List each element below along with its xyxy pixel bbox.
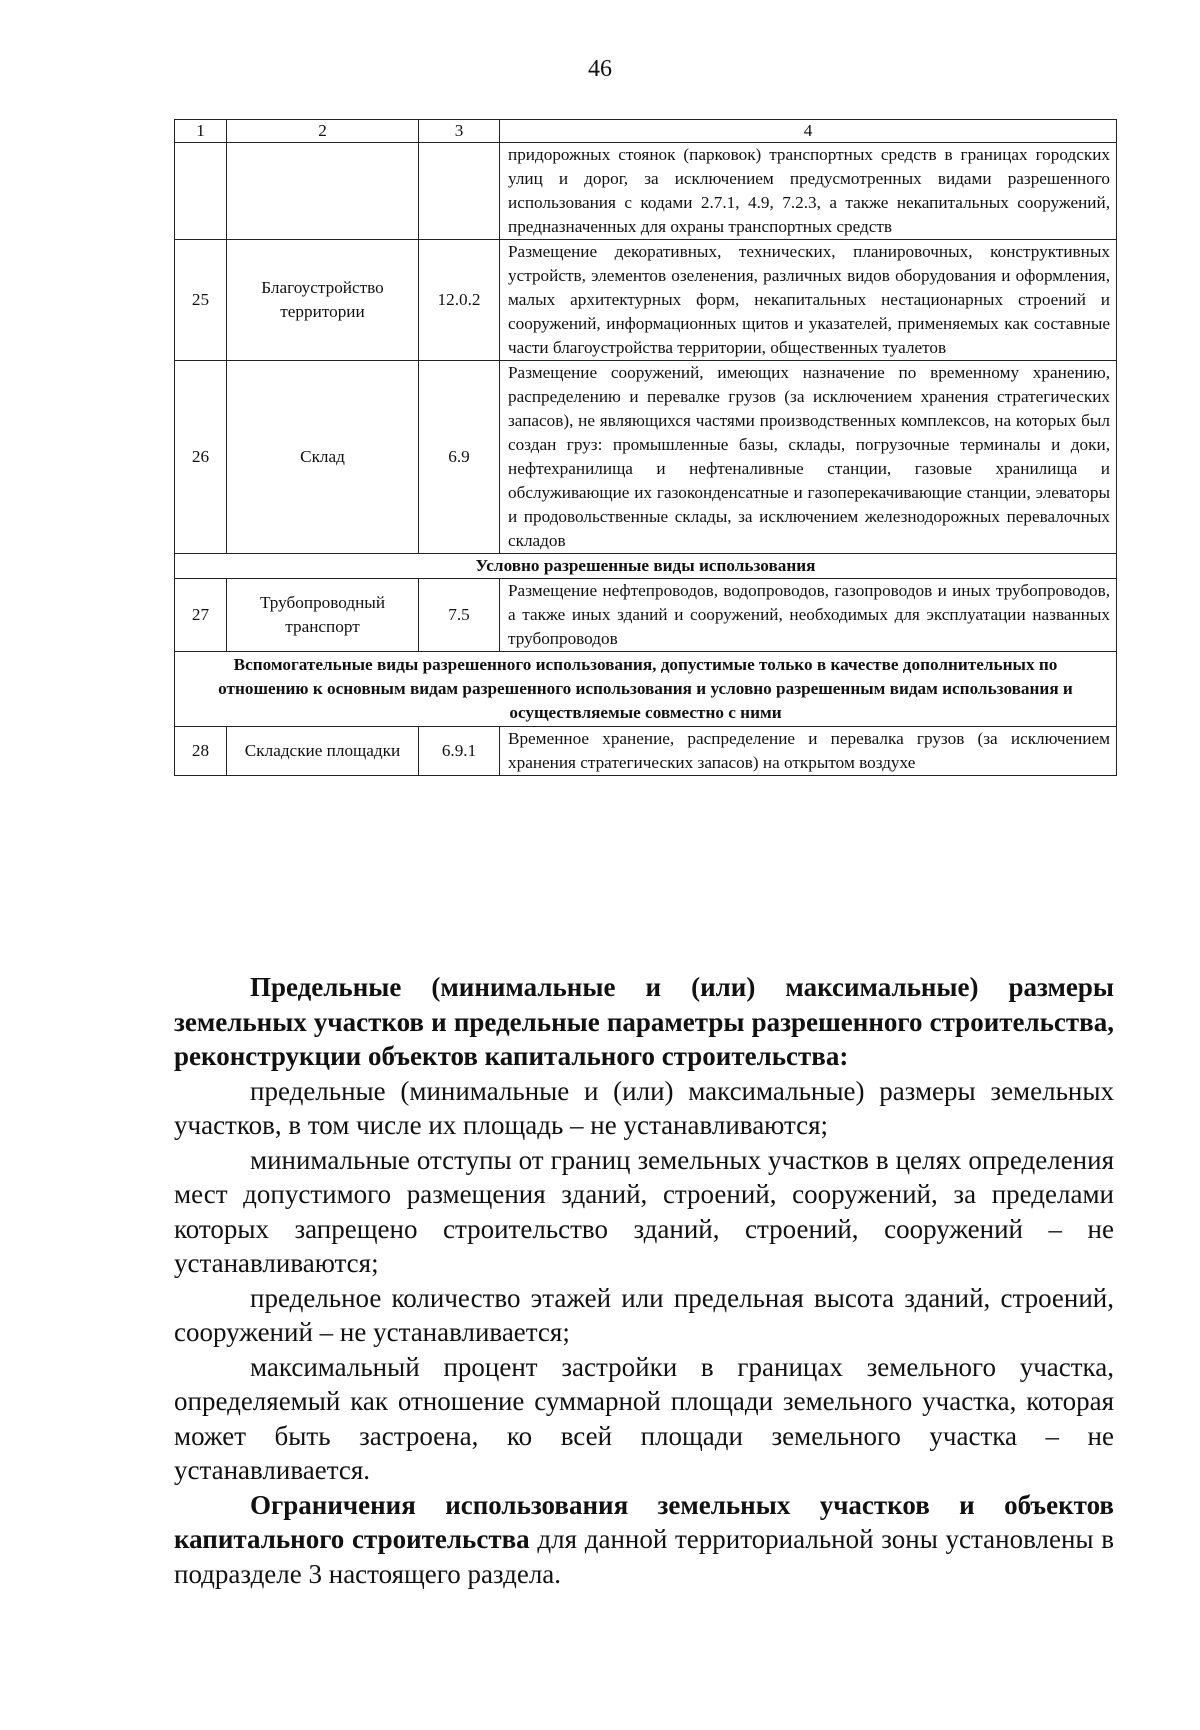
use-type-code: 7.5	[419, 579, 500, 652]
row-number: 25	[175, 240, 227, 361]
restrictions-text: для данной территориальной зоны установлены в подразделе 3 настоящего раздела.	[174, 1524, 1114, 1589]
table-row	[175, 579, 1117, 652]
row-number	[175, 143, 227, 240]
use-type-name: Благоустройство территории	[227, 240, 419, 361]
row-number: 26	[175, 361, 227, 554]
table-row	[175, 361, 1117, 554]
use-type-code: 6.9	[419, 361, 500, 554]
table-row	[175, 143, 1117, 240]
use-type-description: Размещение декоративных, технических, планировочных, конструктивных устройств, элементов озеленения, различных видов оборудования и оформления, малых архитектурных форм, некапитальных нестационарных строений и сооружений, информационных щитов и указателей, применяемых как составные части благоустройства территории, общественных туалетов	[500, 240, 1117, 361]
use-type-name: Складские площадки	[227, 727, 419, 776]
paragraph-restrictions	[174, 1488, 1114, 1592]
use-type-code: 12.0.2	[419, 240, 500, 361]
use-type-description: Размещение нефтепроводов, водопроводов, газопроводов и иных трубопроводов, а также иных зданий и сооружений, необходимых для эксплуатации названных трубопроводов	[500, 579, 1117, 652]
limits-heading: Предельные (минимальные и (или) максимальные) размеры земельных участков и предельные параметры разрешенного строительства, реконструкции объектов капитального строительства:	[174, 972, 1114, 1071]
use-type-description: придорожных стоянок (парковок) транспортных средств в границах городских улиц и дорог, за исключением предусмотренных видами разрешенного использования с кодами 2.7.1, 4.9, 7.2.3, а также некапитальных сооружений, предназначенных для охраны транспортных средств	[500, 143, 1117, 240]
table-row	[175, 240, 1117, 361]
use-type-name: Трубопроводный транспорт	[227, 579, 419, 652]
use-type-name	[227, 143, 419, 240]
paragraph-coverage: максимальный процент застройки в границах земельного участка, определяемый как отношение суммарной площади земельного участка, которая может быть застроена, ко всей площади земельного участка – не устанавливается.	[174, 1351, 1114, 1485]
table-row	[175, 727, 1117, 776]
paragraph-plot-sizes: предельные (минимальные и (или) максимальные) размеры земельных участков, в том числе их площадь – не устанавливаются;	[174, 1075, 1114, 1140]
use-type-description: Временное хранение, распределение и перевалка грузов (за исключением хранения стратегических запасов) на открытом воздухе	[500, 727, 1117, 776]
section-auxiliary-heading: Вспомогательные виды разрешенного использования, допустимые только в качестве дополнительных по отношению к основным видам разрешенного использования и условно разрешенным видам использования и осуществляемые совместно с ними	[175, 652, 1117, 727]
use-type-description: Размещение сооружений, имеющих назначение по временному хранению, распределению и перевалке грузов (за исключением хранения стратегических запасов), не являющихся частями производственных комплексов, на которых был создан груз: промышленные базы, склады, погрузочные терминалы и доки, нефтехранилища и нефтеналивные станции, газовые хранилища и обслуживающие их газоконденсатные и газоперекачивающие станции, элеваторы и продовольственные склады, за исключением железнодорожных перевалочных складов	[500, 361, 1117, 554]
column-header: 2	[227, 120, 419, 143]
section-row	[175, 554, 1117, 579]
restrictions-bold-text: Ограничения использования земельных участков и объектов капитального строительства	[174, 1489, 1114, 1554]
section-row	[175, 652, 1117, 727]
column-header: 3	[419, 120, 500, 143]
land-use-table	[174, 119, 1117, 776]
section-conditional-heading: Условно разрешенные виды использования	[175, 554, 1117, 579]
paragraph-floors: предельное количество этажей или предельная высота зданий, строений, сооружений – не устанавливается;	[174, 1282, 1114, 1347]
use-type-code	[419, 143, 500, 240]
table-header-row	[175, 120, 1117, 143]
column-header: 4	[500, 120, 1117, 143]
page-number: 46	[588, 56, 612, 82]
body-text	[174, 970, 1114, 1591]
row-number: 28	[175, 727, 227, 776]
paragraph-setbacks: минимальные отступы от границ земельных участков в целях определения мест допустимого размещения зданий, строений, сооружений, за пределами которых запрещено строительство зданий, строений, сооружений – не устанавливаются;	[174, 1144, 1114, 1278]
row-number: 27	[175, 579, 227, 652]
use-type-name: Склад	[227, 361, 419, 554]
column-header: 1	[175, 120, 227, 143]
use-type-code: 6.9.1	[419, 727, 500, 776]
